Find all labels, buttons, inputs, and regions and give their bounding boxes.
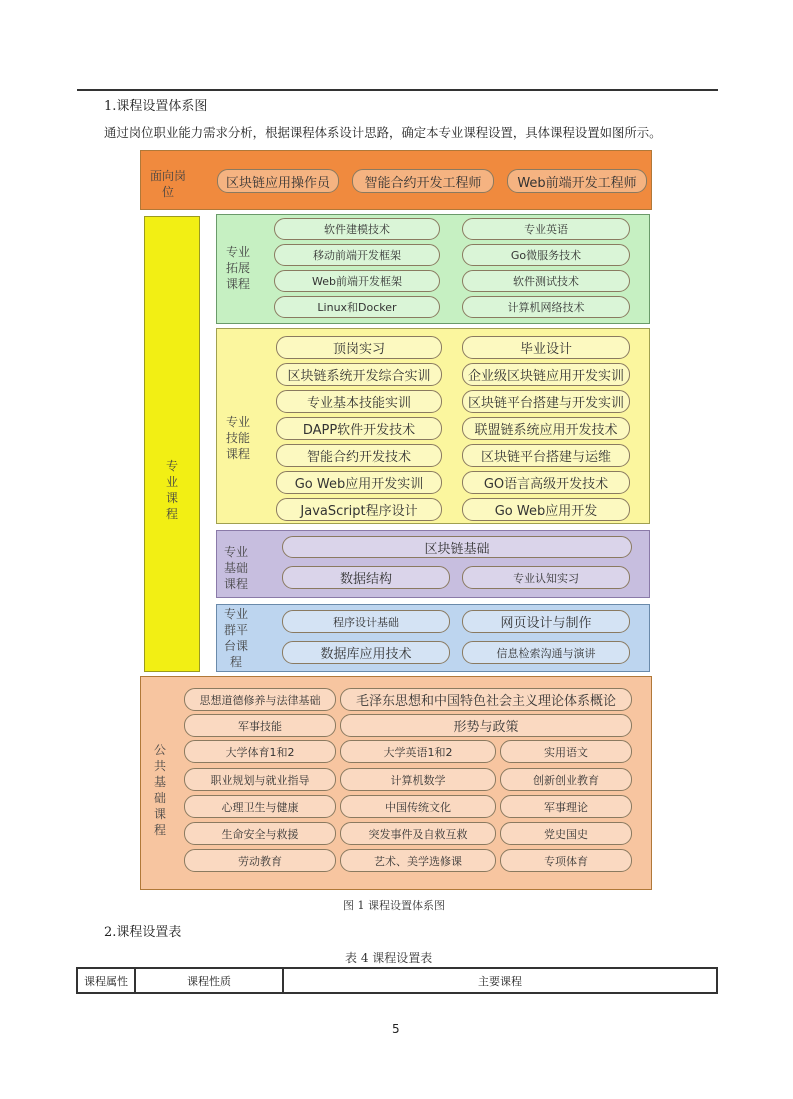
course-pill: 思想道德修养与法律基础 bbox=[184, 688, 336, 711]
table-header-cell: 课程性质 bbox=[135, 968, 283, 993]
foundation-label: 专业基础课程 bbox=[223, 545, 248, 591]
course-pill: 军事技能 bbox=[184, 714, 336, 737]
table-header-cell: 主要课程 bbox=[283, 968, 717, 993]
course-pill: 信息检索沟通与演讲 bbox=[462, 641, 630, 664]
course-pill: 艺术、美学选修课 bbox=[340, 849, 496, 872]
course-pill: 毕业设计 bbox=[462, 336, 630, 359]
course-pill: Go Web应用开发实训 bbox=[276, 471, 442, 494]
course-pill: 计算机数学 bbox=[340, 768, 496, 791]
course-pill: 专项体育 bbox=[500, 849, 632, 872]
intro-paragraph: 通过岗位职业能力需求分析，根据课程体系设计思路，确定本专业课程设置，具体课程设置如图所示。 bbox=[104, 125, 662, 140]
platform-label: 专业群平台课程 bbox=[223, 607, 248, 669]
course-pill: 网页设计与制作 bbox=[462, 610, 630, 633]
course-pill: GO语言高级开发技术 bbox=[462, 471, 630, 494]
course-pill: 智能合约开发技术 bbox=[276, 444, 442, 467]
course-pill: 职业规划与就业指导 bbox=[184, 768, 336, 791]
course-pill: 区块链平台搭建与运维 bbox=[462, 444, 630, 467]
course-pill: 大学英语1和2 bbox=[340, 740, 496, 763]
course-pill: Go微服务技术 bbox=[462, 244, 630, 266]
course-pill: 计算机网络技术 bbox=[462, 296, 630, 318]
course-pill: 软件建模技术 bbox=[274, 218, 440, 240]
position-item: Web前端开发工程师 bbox=[507, 169, 647, 193]
course-pill: 区块链系统开发综合实训 bbox=[276, 363, 442, 386]
course-pill: DAPP软件开发技术 bbox=[276, 417, 442, 440]
course-pill: Linux和Docker bbox=[274, 296, 440, 318]
header-rule bbox=[77, 89, 718, 91]
course-pill: 联盟链系统应用开发技术 bbox=[462, 417, 630, 440]
course-pill: 专业英语 bbox=[462, 218, 630, 240]
course-pill: Go Web应用开发 bbox=[462, 498, 630, 521]
section-2-title: 2.课程设置表 bbox=[104, 925, 182, 940]
skills-label: 专业技能课程 bbox=[225, 415, 250, 461]
course-pill: 顶岗实习 bbox=[276, 336, 442, 359]
course-pill: 专业认知实习 bbox=[462, 566, 630, 589]
course-pill: 数据结构 bbox=[282, 566, 450, 589]
course-pill: 数据库应用技术 bbox=[282, 641, 450, 664]
course-pill: 实用语文 bbox=[500, 740, 632, 763]
page-number: 5 bbox=[392, 1022, 400, 1036]
course-pill: 劳动教育 bbox=[184, 849, 336, 872]
table-header-row bbox=[77, 968, 717, 993]
course-pill: 突发事件及自救互救 bbox=[340, 822, 496, 845]
course-pill: 创新创业教育 bbox=[500, 768, 632, 791]
course-pill: 区块链基础 bbox=[282, 536, 632, 558]
course-pill: 大学体育1和2 bbox=[184, 740, 336, 763]
course-pill: 生命安全与救援 bbox=[184, 822, 336, 845]
course-pill: Web前端开发框架 bbox=[274, 270, 440, 292]
figure-caption: 图 1 课程设置体系图 bbox=[343, 899, 445, 912]
course-pill: 形势与政策 bbox=[340, 714, 632, 737]
public-label: 公共基础课程 bbox=[153, 743, 166, 837]
position-item: 区块链应用操作员 bbox=[217, 169, 339, 193]
course-pill: 中国传统文化 bbox=[340, 795, 496, 818]
course-pill: JavaScript程序设计 bbox=[276, 498, 442, 521]
expansion-label: 专业拓展课程 bbox=[225, 245, 250, 291]
course-system-diagram bbox=[140, 150, 652, 890]
course-pill: 程序设计基础 bbox=[282, 610, 450, 633]
major-courses-label: 专业课程 bbox=[165, 459, 178, 521]
course-pill: 移动前端开发框架 bbox=[274, 244, 440, 266]
major-courses-band bbox=[144, 216, 200, 672]
table-header-cell: 课程属性 bbox=[77, 968, 135, 993]
course-pill: 专业基本技能实训 bbox=[276, 390, 442, 413]
course-pill: 软件测试技术 bbox=[462, 270, 630, 292]
course-pill: 企业级区块链应用开发实训 bbox=[462, 363, 630, 386]
course-pill: 党史国史 bbox=[500, 822, 632, 845]
positions-label: 面向岗位 bbox=[149, 169, 186, 199]
position-item: 智能合约开发工程师 bbox=[352, 169, 494, 193]
section-1-title: 1.课程设置体系图 bbox=[104, 99, 208, 114]
course-pill: 军事理论 bbox=[500, 795, 632, 818]
course-pill: 毛泽东思想和中国特色社会主义理论体系概论 bbox=[340, 688, 632, 711]
course-pill: 心理卫生与健康 bbox=[184, 795, 336, 818]
course-pill: 区块链平台搭建与开发实训 bbox=[462, 390, 630, 413]
course-table bbox=[76, 967, 718, 994]
table-caption: 表 4 课程设置表 bbox=[345, 951, 433, 965]
